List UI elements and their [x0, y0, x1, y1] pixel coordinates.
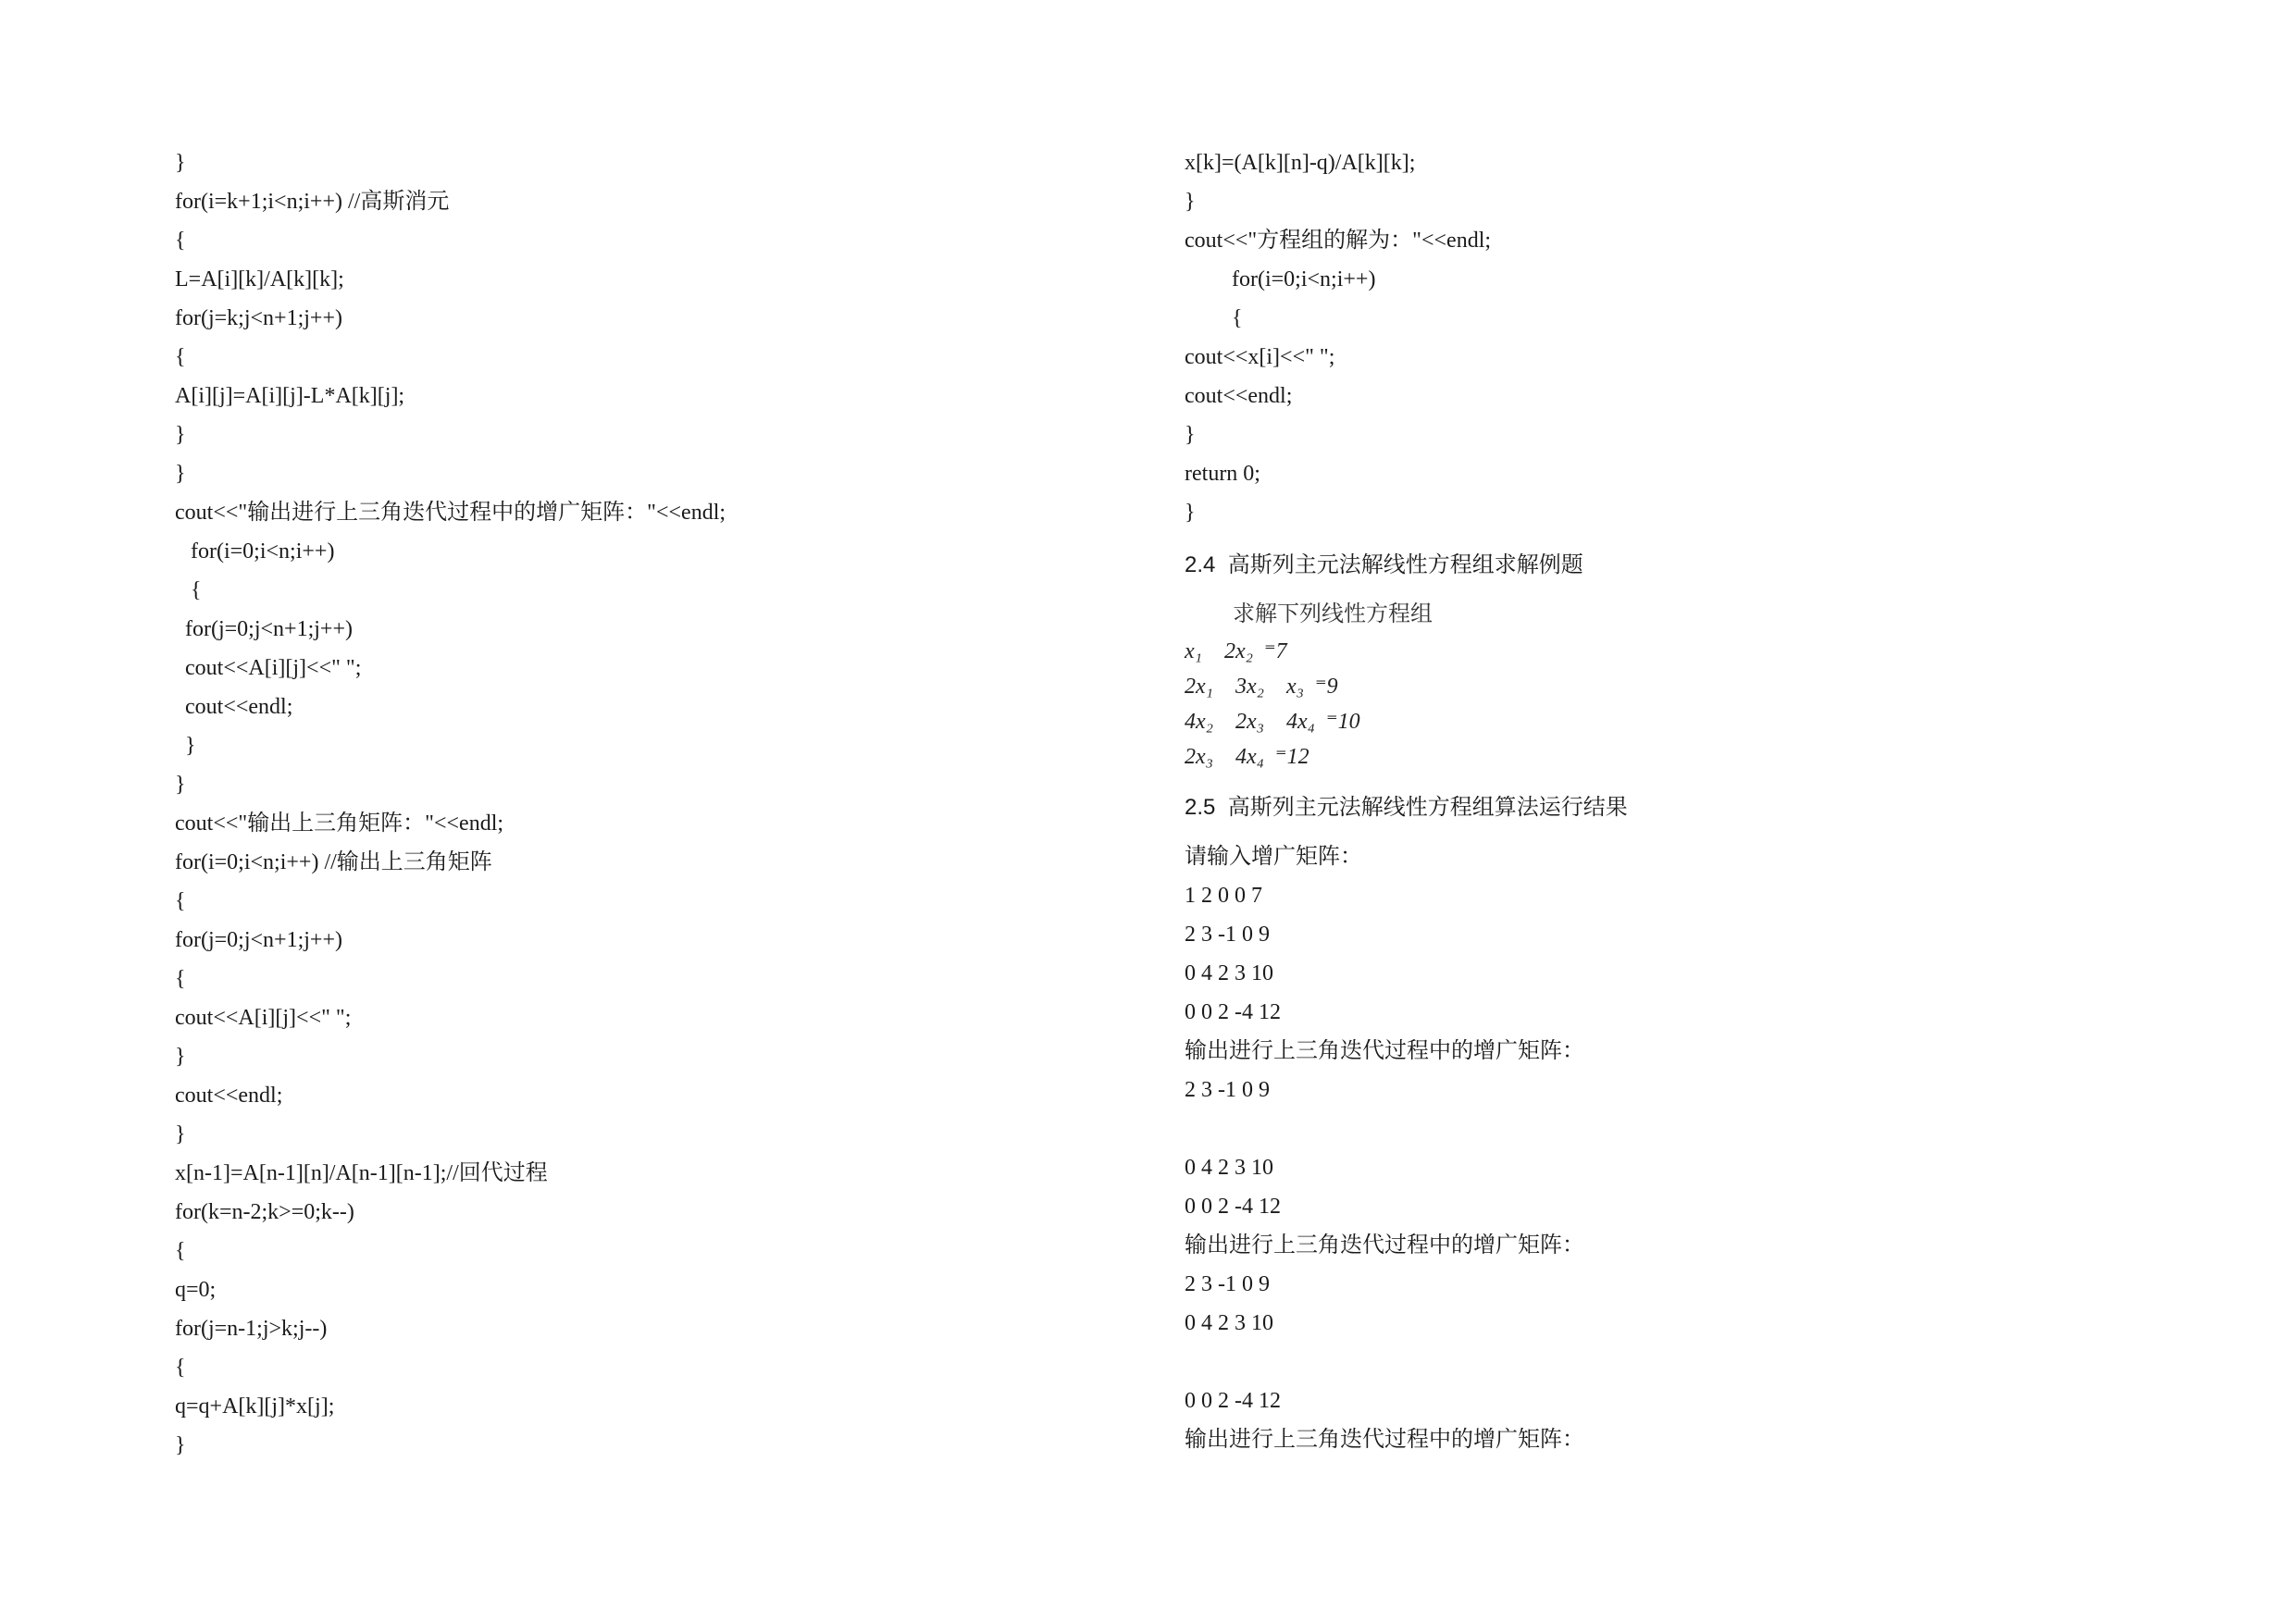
code-line: } [175, 462, 186, 486]
code-line: { [175, 967, 186, 991]
equation-line: 4x₂ 2x₃ 4x₄ ⁼10 [1185, 710, 1360, 734]
code-line: { [175, 345, 186, 369]
code-line: for(k=n-2;k>=0;k--) [175, 1200, 354, 1224]
code-line: for(i=0;i<n;i++) //输出上三角矩阵 [175, 850, 492, 874]
output-line: 0 4 2 3 10 [1185, 1311, 1273, 1335]
code-line: } [185, 734, 196, 758]
right-column [1185, 143, 2156, 1459]
code-line: for(j=0;j<n+1;j++) [175, 928, 342, 952]
code-line: for(j=0;j<n+1;j++) [185, 617, 353, 641]
output-line: 2 3 -1 0 9 [1185, 1078, 1270, 1102]
output-line: 0 0 2 -4 12 [1185, 1389, 1281, 1413]
equation-line: x₁ 2x₂ ⁼7 [1185, 639, 1287, 663]
left-code-column [175, 143, 1147, 1465]
output-line: 0 0 2 -4 12 [1185, 1000, 1281, 1024]
code-line: for(i=k+1;i<n;i++) //高斯消元 [175, 190, 450, 214]
code-line: for(i=0;i<n;i++) [1232, 267, 1376, 291]
code-line: } [175, 773, 186, 797]
code-line: x[n-1]=A[n-1][n]/A[n-1][n-1];//回代过程 [175, 1161, 548, 1185]
code-line: { [175, 229, 186, 253]
code-line: q=0; [175, 1278, 217, 1302]
code-line: cout<<A[i][j]<<" "; [185, 656, 362, 680]
example-intro: 求解下列线性方程组 [1233, 602, 1433, 626]
code-line: cout<<"方程组的解为："<<endl; [1185, 229, 1492, 253]
code-line: cout<<x[i]<<" "; [1185, 345, 1335, 369]
code-line: return 0; [1185, 462, 1260, 486]
code-line: for(i=0;i<n;i++) [191, 539, 335, 564]
code-line: cout<<A[i][j]<<" "; [175, 1006, 352, 1030]
code-line: cout<<endl; [185, 695, 293, 719]
code-line: for(j=n-1;j>k;j--) [175, 1317, 328, 1341]
code-line: for(j=k;j<n+1;j++) [175, 306, 342, 330]
output-line: 0 4 2 3 10 [1185, 961, 1273, 985]
output-line: 2 3 -1 0 9 [1185, 1272, 1270, 1296]
code-line: L=A[i][k]/A[k][k]; [175, 267, 344, 291]
output-line: 0 4 2 3 10 [1185, 1156, 1273, 1180]
code-line: q=q+A[k][j]*x[j]; [175, 1394, 335, 1419]
output-line: 2 3 -1 0 9 [1185, 923, 1270, 947]
output-line: 0 0 2 -4 12 [1185, 1195, 1281, 1219]
output-line: 输出进行上三角迭代过程中的增广矩阵： [1185, 1428, 1584, 1452]
code-line: } [175, 1122, 186, 1146]
code-line: A[i][j]=A[i][j]-L*A[k][j]; [175, 384, 405, 408]
code-line: { [191, 578, 202, 602]
section-heading-2-5: 2.5 高斯列主元法解线性方程组算法运行结果 [1185, 795, 1628, 820]
code-line: } [175, 1433, 186, 1457]
code-line: } [175, 1045, 186, 1069]
output-line: 输出进行上三角迭代过程中的增广矩阵： [1185, 1233, 1584, 1258]
equation-line: 2x₃ 4x₄ ⁼12 [1185, 745, 1309, 769]
code-line: } [175, 423, 186, 447]
code-line: } [175, 151, 186, 175]
code-line: { [175, 889, 186, 913]
section-heading-2-4: 2.4 高斯列主元法解线性方程组求解例题 [1185, 552, 1583, 577]
output-line [1185, 1343, 2156, 1381]
output-line: 1 2 0 0 7 [1185, 884, 1262, 908]
code-line: { [175, 1356, 186, 1380]
output-line: 请输入增广矩阵： [1185, 845, 1362, 869]
equation-line: 2x₁ 3x₂ x₃ ⁼9 [1185, 675, 1338, 699]
output-line: 输出进行上三角迭代过程中的增广矩阵： [1185, 1039, 1584, 1063]
code-line: { [1232, 306, 1243, 330]
code-line: x[k]=(A[k][n]-q)/A[k][k]; [1185, 151, 1416, 175]
code-line: } [1185, 190, 1196, 214]
code-line: cout<<"输出进行上三角迭代过程中的增广矩阵："<<endl; [175, 501, 726, 525]
code-line: cout<<endl; [175, 1084, 283, 1108]
code-line: cout<<"输出上三角矩阵："<<endl; [175, 812, 504, 836]
code-line: } [1185, 501, 1196, 525]
code-line: } [1185, 423, 1196, 447]
output-line [1185, 1109, 2156, 1148]
code-line: cout<<endl; [1185, 384, 1293, 408]
code-line: { [175, 1239, 186, 1263]
